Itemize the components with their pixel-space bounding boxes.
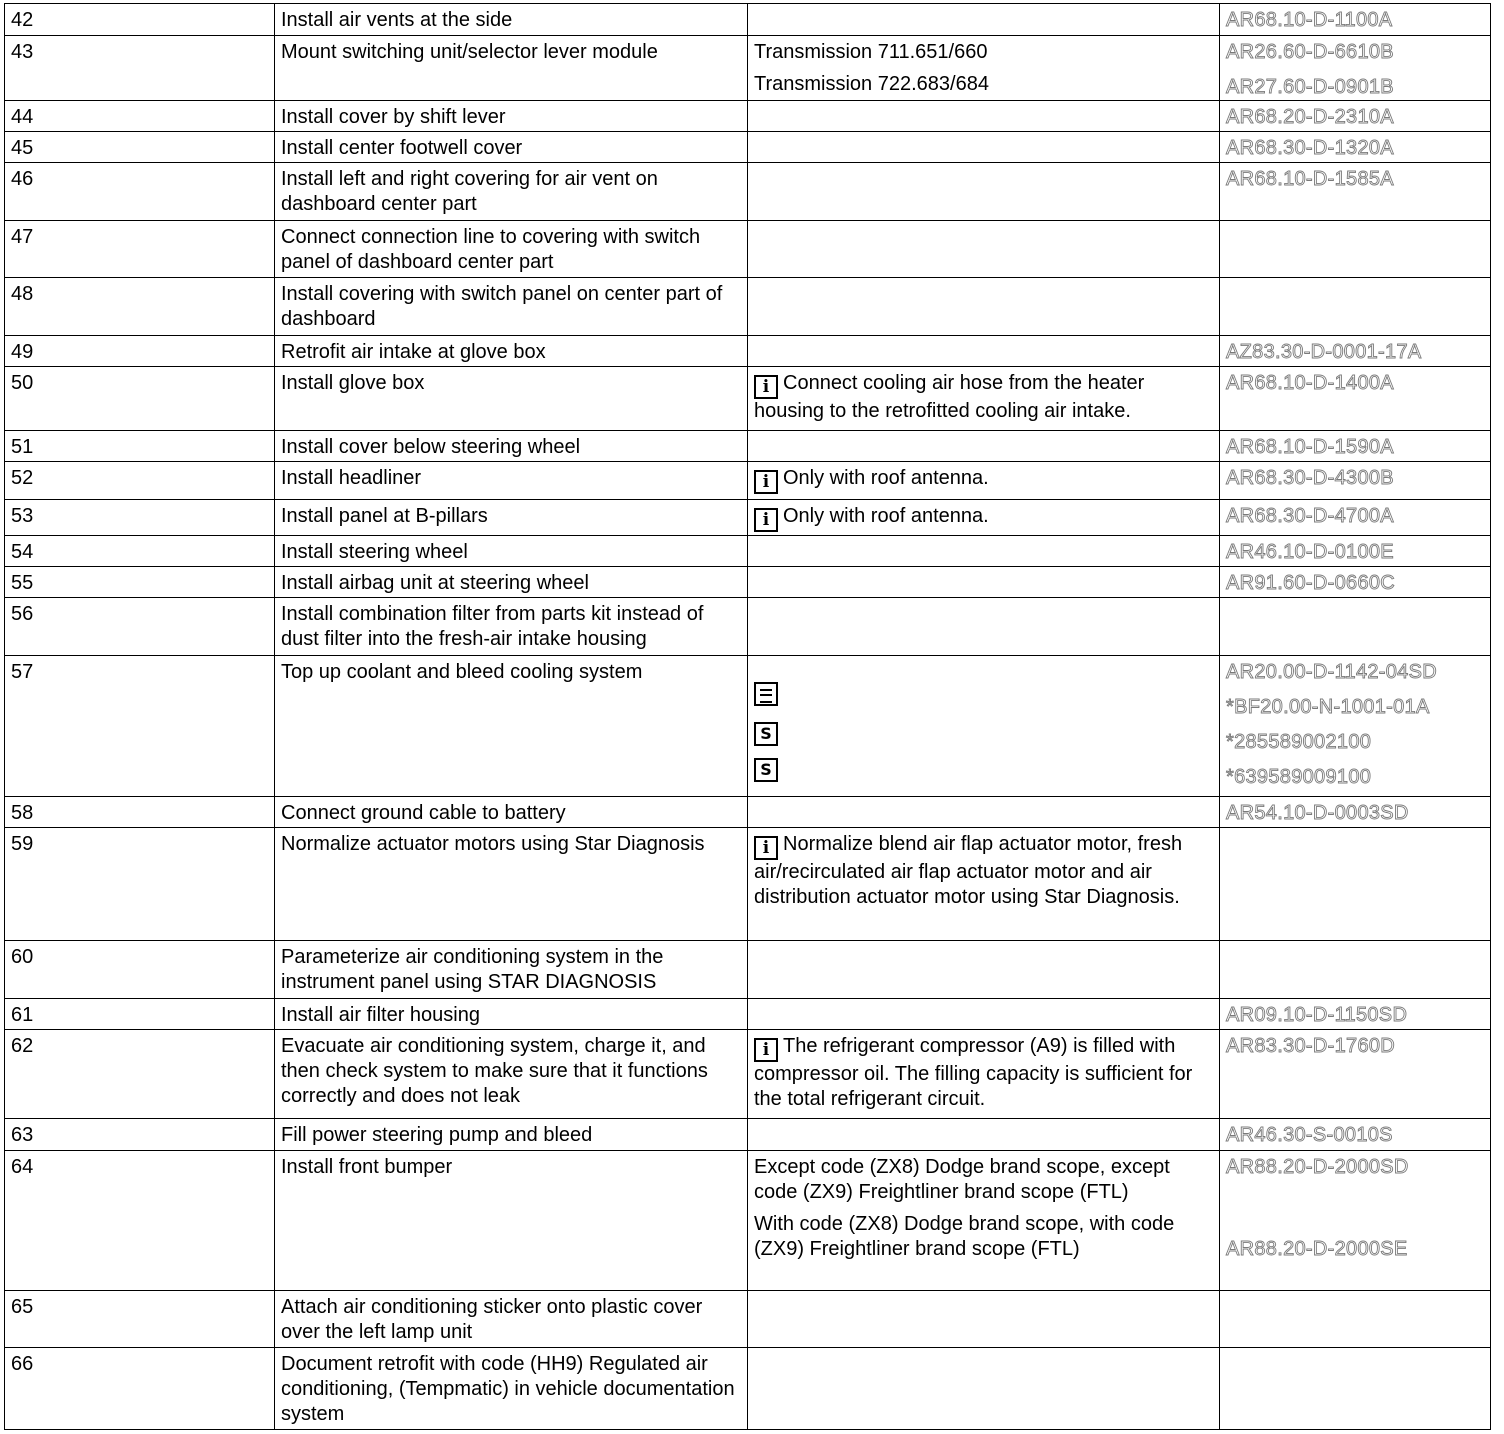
step-task: Install airbag unit at steering wheel	[275, 567, 748, 598]
step-refs	[1220, 1291, 1491, 1348]
step-task: Connect ground cable to battery	[275, 797, 748, 828]
step-task: Retrofit air intake at glove box	[275, 336, 748, 367]
document-icon	[754, 682, 778, 706]
step-number: 57	[5, 656, 275, 797]
step-task: Install glove box	[275, 367, 748, 431]
icon-row	[754, 754, 1213, 790]
step-refs	[1220, 431, 1491, 462]
table-row	[5, 462, 1491, 500]
step-task: Install air filter housing	[275, 999, 748, 1030]
step-refs	[1220, 1030, 1491, 1119]
step-note	[748, 4, 1220, 36]
reference-link[interactable]: AR68.20-D-2310A	[1226, 106, 1394, 128]
table-row	[5, 1291, 1491, 1348]
step-note	[748, 941, 1220, 999]
step-task: Install center footwell cover	[275, 132, 748, 163]
step-refs	[1220, 598, 1491, 656]
reference-link[interactable]: AR91.60-D-0660C	[1226, 572, 1396, 594]
step-number: 64	[5, 1151, 275, 1291]
step-refs	[1220, 797, 1491, 828]
step-refs	[1220, 221, 1491, 278]
step-note	[748, 1348, 1220, 1430]
step-task: Install covering with switch panel on center part of dashboard	[275, 278, 748, 336]
step-number: 54	[5, 536, 275, 567]
note-text: Connect cooling air hose from the heater housing to the retrofitted cooling air intake.	[754, 372, 1145, 422]
note-text: Only with roof antenna.	[783, 505, 989, 527]
step-task: Install steering wheel	[275, 536, 748, 567]
step-task: Install air vents at the side	[275, 4, 748, 36]
note-text: The refrigerant compressor (A9) is filled with compressor oil. The filling capacity is sufficient for the total refrigerant circuit.	[754, 1035, 1193, 1110]
note-line: Transmission 711.651/660	[754, 41, 988, 63]
icon-row	[754, 718, 1213, 754]
reference-link[interactable]: AR46.10-D-0100E	[1226, 541, 1394, 563]
step-number: 63	[5, 1119, 275, 1151]
step-note	[748, 567, 1220, 598]
step-task: Mount switching unit/selector lever module	[275, 36, 748, 101]
step-note	[748, 132, 1220, 163]
step-number: 48	[5, 278, 275, 336]
table-row	[5, 999, 1491, 1030]
table-row	[5, 431, 1491, 462]
step-note	[748, 336, 1220, 367]
step-note	[748, 598, 1220, 656]
reference-link[interactable]: AR68.10-D-1590A	[1226, 436, 1394, 458]
step-task: Install panel at B-pillars	[275, 500, 748, 536]
step-number: 47	[5, 221, 275, 278]
table-row	[5, 941, 1491, 999]
step-note	[748, 999, 1220, 1030]
table-row	[5, 567, 1491, 598]
step-task: Document retrofit with code (HH9) Regulated air conditioning, (Tempmatic) in vehicle documentation system	[275, 1348, 748, 1430]
step-task: Evacuate air conditioning system, charge it, and then check system to make sure that it functions correctly and does not leak	[275, 1030, 748, 1119]
step-refs	[1220, 1151, 1491, 1291]
reference-link[interactable]: AR88.20-D-2000SD	[1226, 1156, 1409, 1178]
table-row	[5, 797, 1491, 828]
reference-link[interactable]: *BF20.00-N-1001-01A	[1226, 696, 1430, 718]
step-note	[748, 500, 1220, 536]
step-refs	[1220, 828, 1491, 941]
table-row	[5, 4, 1491, 36]
info-icon: i	[754, 836, 778, 860]
step-note	[748, 278, 1220, 336]
reference-link[interactable]: AR20.00-D-1142-04SD	[1226, 661, 1437, 683]
table-row	[5, 163, 1491, 221]
step-refs	[1220, 4, 1491, 36]
step-number: 58	[5, 797, 275, 828]
step-number: 62	[5, 1030, 275, 1119]
step-note	[748, 656, 1220, 797]
step-refs	[1220, 500, 1491, 536]
step-task: Normalize actuator motors using Star Diagnosis	[275, 828, 748, 941]
note-line: With code (ZX8) Dodge brand scope, with code (ZX9) Freightliner brand scope (FTL)	[754, 1213, 1175, 1260]
icon-row	[754, 682, 1213, 718]
step-number: 50	[5, 367, 275, 431]
table-row	[5, 336, 1491, 367]
note-text: Normalize blend air flap actuator motor, fresh air/recirculated air flap actuator motor and air distribution actuator motor using Star Diagnosis.	[754, 833, 1183, 908]
work-steps-table	[4, 3, 1491, 1430]
step-task: Top up coolant and bleed cooling system	[275, 656, 748, 797]
step-number: 55	[5, 567, 275, 598]
reference-link[interactable]: AR54.10-D-0003SD	[1226, 802, 1409, 824]
step-number: 51	[5, 431, 275, 462]
reference-link[interactable]: AR68.10-D-1400A	[1226, 372, 1394, 394]
step-number: 65	[5, 1291, 275, 1348]
step-note	[748, 1030, 1220, 1119]
step-note	[748, 101, 1220, 132]
step-note	[748, 36, 1220, 101]
table-row	[5, 1119, 1491, 1151]
step-number: 44	[5, 101, 275, 132]
info-icon: i	[754, 508, 778, 532]
reference-link[interactable]: AR68.30-D-1320A	[1226, 137, 1394, 159]
step-note	[748, 1151, 1220, 1291]
step-refs	[1220, 941, 1491, 999]
step-note	[748, 1119, 1220, 1151]
reference-link[interactable]: *285589002100	[1226, 731, 1372, 753]
table-row	[5, 598, 1491, 656]
table-row	[5, 656, 1491, 797]
reference-link[interactable]: AR68.10-D-1100A	[1226, 9, 1393, 31]
reference-link[interactable]: AR46.30-S-0010S	[1226, 1124, 1393, 1146]
special-tool-icon: S	[754, 758, 778, 782]
step-refs	[1220, 336, 1491, 367]
step-number: 61	[5, 999, 275, 1030]
table-row	[5, 536, 1491, 567]
step-task: Install cover by shift lever	[275, 101, 748, 132]
reference-link[interactable]: AR83.30-D-1760D	[1226, 1035, 1396, 1057]
reference-link[interactable]: AR27.60-D-0901B	[1226, 76, 1394, 98]
step-task: Attach air conditioning sticker onto plastic cover over the left lamp unit	[275, 1291, 748, 1348]
reference-link[interactable]: AZ83.30-D-0001-17A	[1226, 341, 1422, 363]
reference-link[interactable]: AR68.30-D-4300B	[1226, 467, 1394, 489]
step-number: 49	[5, 336, 275, 367]
table-row	[5, 36, 1491, 101]
step-note	[748, 221, 1220, 278]
step-refs	[1220, 462, 1491, 500]
reference-link[interactable]: AR68.30-D-4700A	[1226, 505, 1394, 527]
step-task: Install headliner	[275, 462, 748, 500]
step-number: 66	[5, 1348, 275, 1430]
reference-link[interactable]: *639589009100	[1226, 766, 1372, 788]
step-number: 60	[5, 941, 275, 999]
step-note	[748, 367, 1220, 431]
table-row	[5, 828, 1491, 941]
step-refs	[1220, 367, 1491, 431]
step-refs	[1220, 1348, 1491, 1430]
step-refs	[1220, 132, 1491, 163]
reference-link[interactable]: AR88.20-D-2000SE	[1226, 1238, 1408, 1260]
note-line: Transmission 722.683/684	[754, 73, 989, 95]
step-note	[748, 163, 1220, 221]
reference-link[interactable]: AR26.60-D-6610B	[1226, 41, 1394, 63]
step-note	[748, 828, 1220, 941]
table-row	[5, 500, 1491, 536]
note-text: Only with roof antenna.	[783, 467, 989, 489]
note-line: Except code (ZX8) Dodge brand scope, except code (ZX9) Freightliner brand scope (FTL)	[754, 1156, 1170, 1203]
step-task: Install cover below steering wheel	[275, 431, 748, 462]
step-number: 59	[5, 828, 275, 941]
step-task: Install front bumper	[275, 1151, 748, 1291]
step-refs	[1220, 163, 1491, 221]
step-refs	[1220, 278, 1491, 336]
table-row	[5, 367, 1491, 431]
table-row	[5, 1030, 1491, 1119]
table-row	[5, 132, 1491, 163]
step-note	[748, 431, 1220, 462]
reference-link[interactable]: AR09.10-D-1150SD	[1226, 1004, 1408, 1026]
step-task: Parameterize air conditioning system in the instrument panel using STAR DIAGNOSIS	[275, 941, 748, 999]
step-refs	[1220, 536, 1491, 567]
step-refs	[1220, 1119, 1491, 1151]
info-icon: i	[754, 1038, 778, 1062]
step-number: 43	[5, 36, 275, 101]
step-refs	[1220, 656, 1491, 797]
step-note	[748, 536, 1220, 567]
table-row	[5, 1348, 1491, 1430]
step-refs	[1220, 567, 1491, 598]
step-note	[748, 462, 1220, 500]
step-number: 52	[5, 462, 275, 500]
step-task: Install combination filter from parts kit instead of dust filter into the fresh-air intake housing	[275, 598, 748, 656]
step-refs	[1220, 36, 1491, 101]
reference-link[interactable]: AR68.10-D-1585A	[1226, 168, 1394, 190]
step-note	[748, 1291, 1220, 1348]
table-row	[5, 221, 1491, 278]
table-row	[5, 1151, 1491, 1291]
step-number: 42	[5, 4, 275, 36]
step-number: 46	[5, 163, 275, 221]
table-row	[5, 278, 1491, 336]
special-tool-icon: S	[754, 722, 778, 746]
step-number: 53	[5, 500, 275, 536]
step-task: Install left and right covering for air vent on dashboard center part	[275, 163, 748, 221]
step-task: Connect connection line to covering with switch panel of dashboard center part	[275, 221, 748, 278]
step-refs	[1220, 101, 1491, 132]
step-number: 56	[5, 598, 275, 656]
step-refs	[1220, 999, 1491, 1030]
info-icon: i	[754, 470, 778, 494]
step-task: Fill power steering pump and bleed	[275, 1119, 748, 1151]
step-note	[748, 797, 1220, 828]
table-row	[5, 101, 1491, 132]
step-number: 45	[5, 132, 275, 163]
info-icon: i	[754, 375, 778, 399]
